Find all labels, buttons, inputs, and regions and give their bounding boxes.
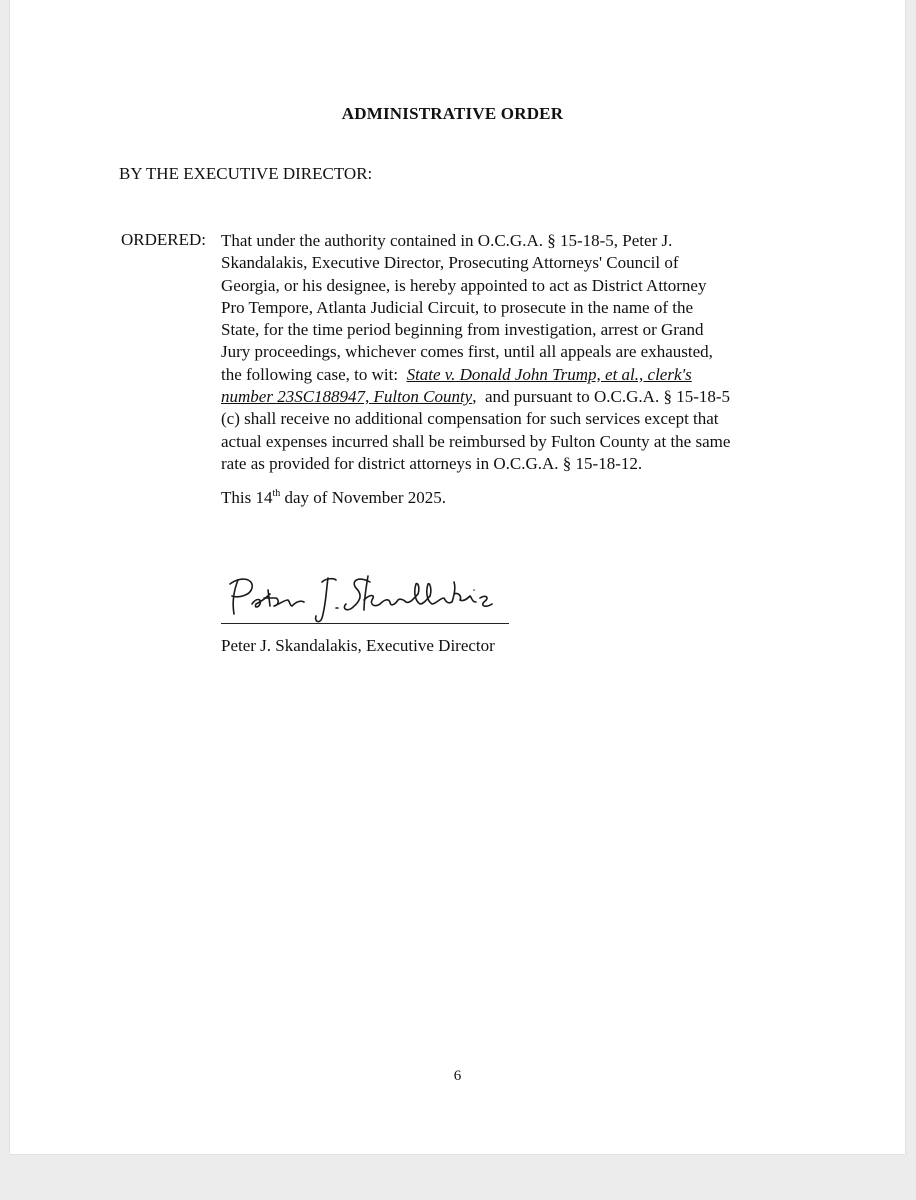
date-ordinal-suffix: th [272, 488, 281, 499]
document-title: ADMINISTRATIVE ORDER [341, 104, 564, 123]
signature-line [221, 623, 509, 624]
order-line: (c) shall receive no additional compensation for such services except that [221, 409, 719, 429]
ordered-label: ORDERED: [121, 230, 206, 249]
order-date [221, 488, 446, 508]
document-page [10, 0, 905, 1154]
date-prefix: This 14 [221, 488, 273, 507]
order-line: Pro Tempore, Atlanta Judicial Circuit, to prosecute in the name of the [221, 297, 694, 317]
case-reference: State v. Donald John Trump, et al., clerk's [406, 364, 692, 384]
order-line: rate as provided for district attorneys in O.C.G.A. § 15-18-12. [221, 453, 643, 473]
order-line-text: the following case, to wit: [221, 364, 407, 384]
case-reference: number 23SC188947, Fulton County [221, 387, 473, 407]
order-line: Jury proceedings, whichever comes first, until all appeals are exhausted, [221, 342, 713, 362]
signer-name: Peter J. Skandalakis, Executive Director [221, 636, 495, 655]
order-paragraph [221, 230, 801, 475]
order-line: That under the authority contained in O.C.G.A. § 15-18-5, Peter J. [221, 231, 673, 250]
order-line: Georgia, or his designee, is hereby appointed to act as District Attorney [221, 275, 707, 295]
order-line: actual expenses incurred shall be reimbursed by Fulton County at the same [221, 431, 731, 451]
date-rest: day of November 2025. [280, 488, 446, 507]
order-line-text: , and pursuant to O.C.G.A. § 15-18-5 [472, 387, 731, 407]
order-line: State, for the time period beginning from investigation, arrest or Grand [221, 320, 704, 340]
order-line: Skandalakis, Executive Director, Prosecuting Attorneys' Council of [221, 253, 679, 273]
order-line [221, 386, 801, 408]
by-line: BY THE EXECUTIVE DIRECTOR: [119, 164, 373, 183]
order-line [221, 364, 801, 386]
page-number: 6 [453, 1068, 462, 1084]
handwritten-signature [218, 568, 518, 626]
